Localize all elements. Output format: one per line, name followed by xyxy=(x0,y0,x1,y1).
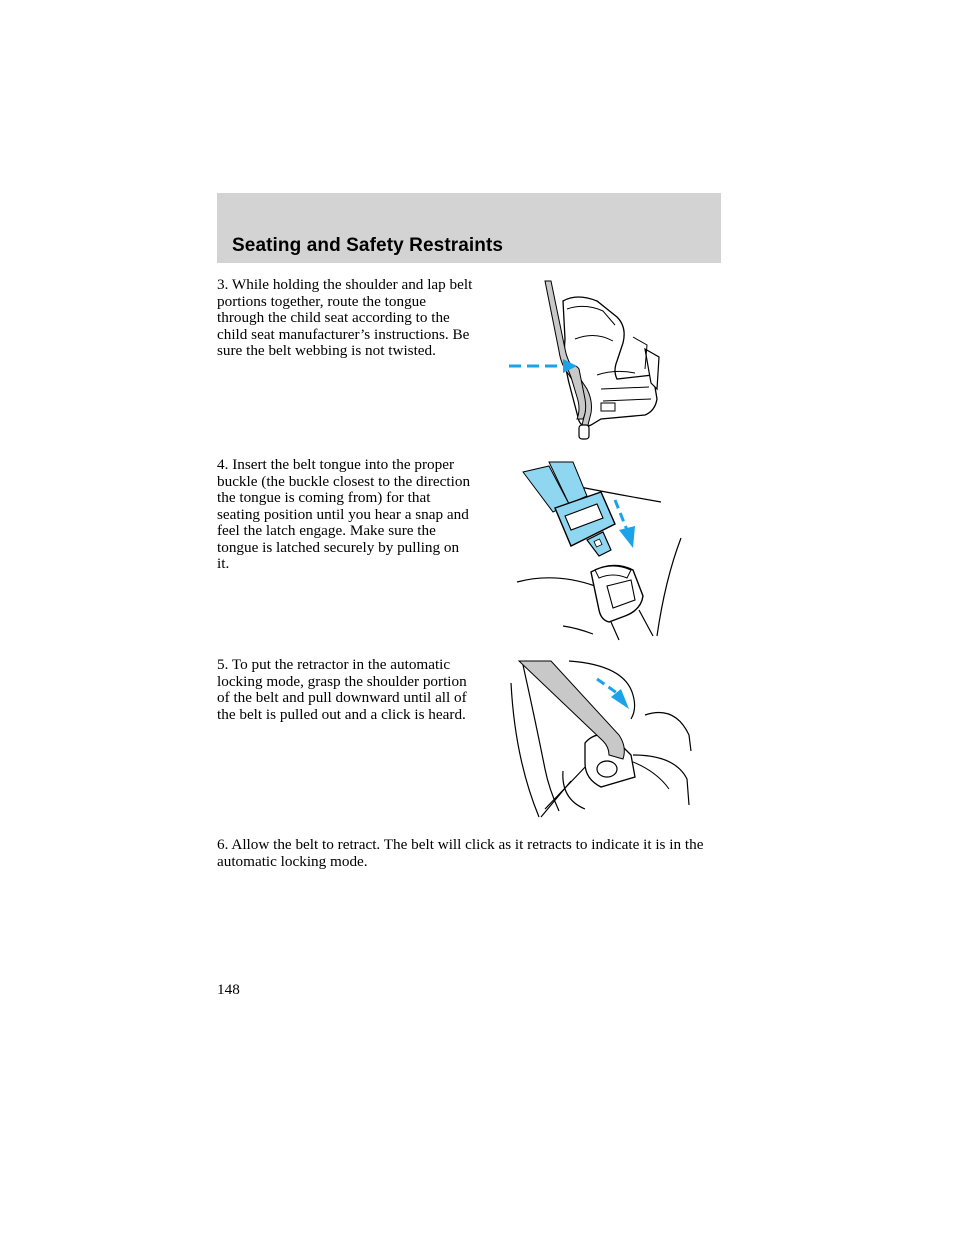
shoulder-belt-pull-illustration xyxy=(505,659,697,823)
section-header-band xyxy=(217,193,721,263)
step-6-text: 6. Allow the belt to retract. The belt will click as it retracts to indicate it is in the automatic locking mode. xyxy=(217,836,704,870)
step-4-text: 4. Insert the belt tongue into the proper buckle (the buckle closest to the direction the tongue is coming from) for that seating position until you hear a snap and feel the latch engage. Make sure the tongue is latched securely by pulling on it. xyxy=(217,456,471,572)
section-title: Seating and Safety Restraints xyxy=(232,235,504,256)
page-number: 148 xyxy=(217,981,240,998)
step-5-text: 5. To put the retractor in the automatic locking mode, grasp the shoulder portion of the belt and pull downward until all of the belt is pulled out and a click is heard. xyxy=(217,656,467,723)
child-seat-belt-routing-illustration xyxy=(505,279,667,443)
step-3-text: 3. While holding the shoulder and lap belt portions together, route the tongue through the child seat according to the child seat manufacturer’s instructions. Be sure the belt webbing is not twisted. xyxy=(217,276,473,359)
belt-buckle-insert-illustration xyxy=(515,460,685,644)
